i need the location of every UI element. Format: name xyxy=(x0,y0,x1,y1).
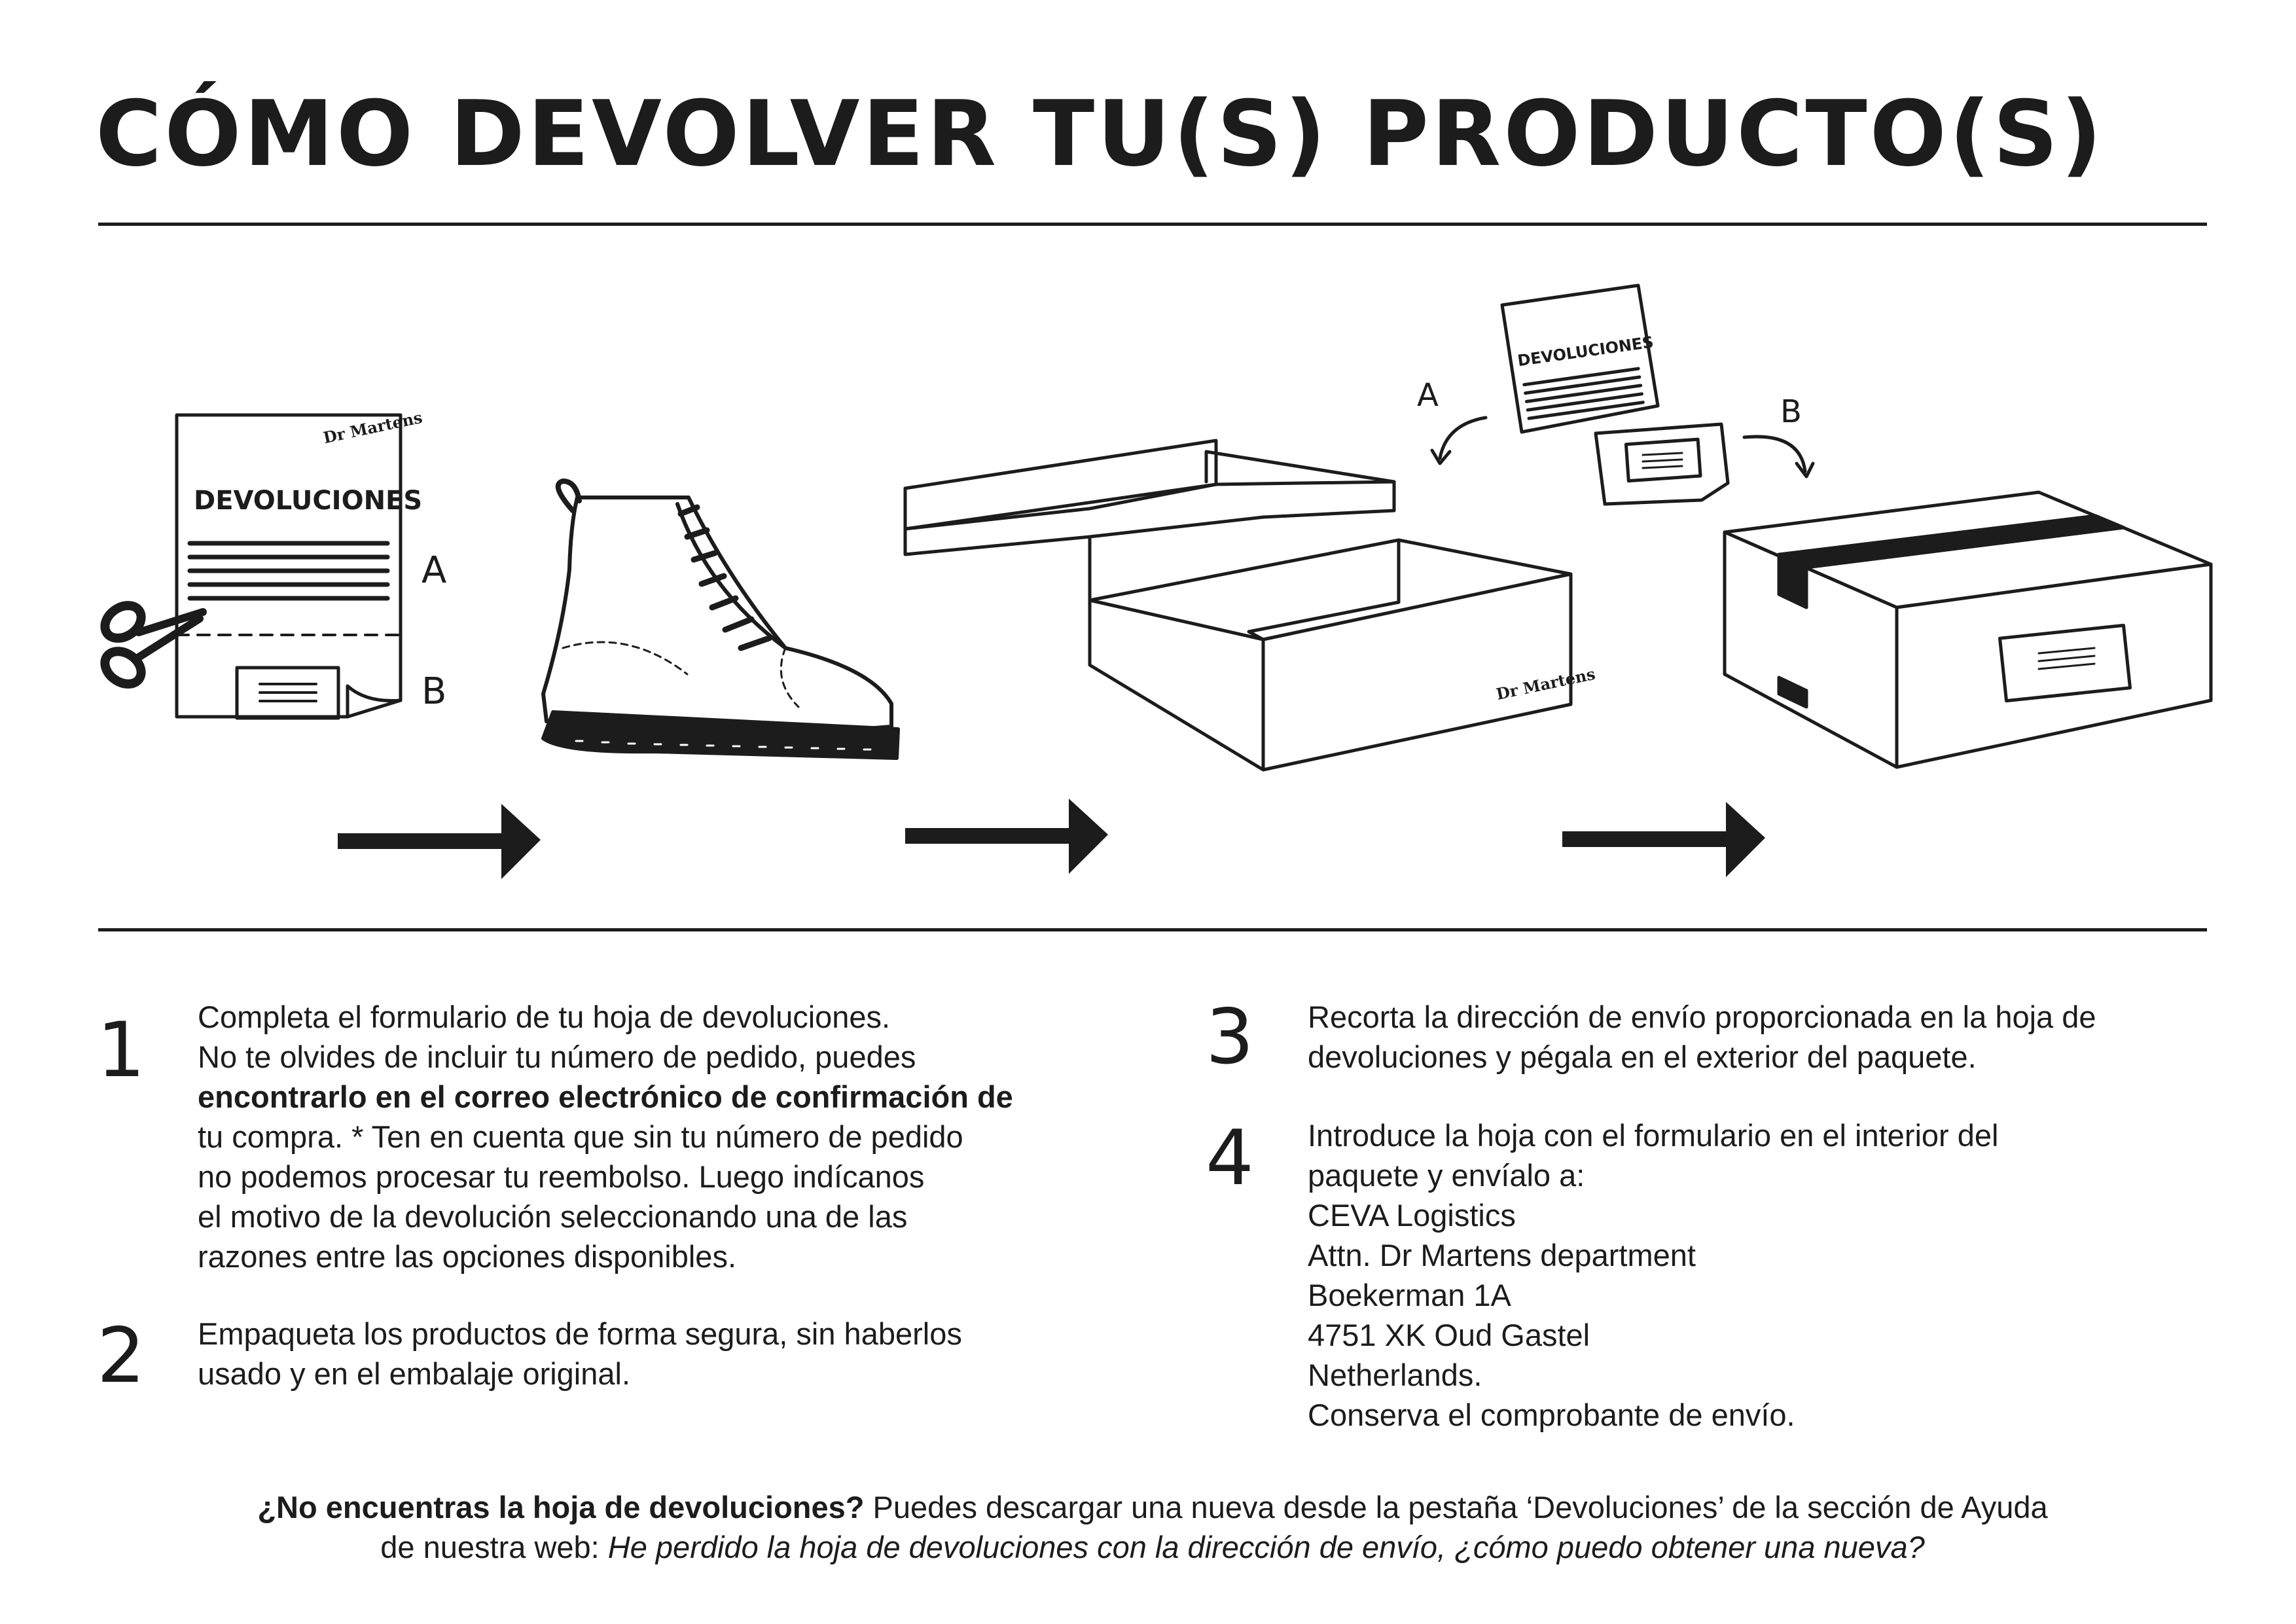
text-line: Boekerman 1A xyxy=(1308,1278,1511,1312)
text-line: CEVA Logistics xyxy=(1308,1198,1516,1233)
footer-note xyxy=(98,1487,2207,1567)
arrow-right-icon xyxy=(338,804,541,879)
text-line: usado y en el embalaje original. xyxy=(198,1356,631,1391)
boot-illustration xyxy=(543,481,898,758)
step-2-number: 2 xyxy=(97,1312,145,1400)
text-line: paquete y envíalo a: xyxy=(1308,1158,1585,1193)
text-line: Conserva el comprobante de envío. xyxy=(1308,1398,1795,1432)
step-4-text xyxy=(1308,1115,1998,1435)
step-1-text xyxy=(198,997,1013,1276)
text-line-bold: encontrarlo en el correo electrónico de confirmación de xyxy=(198,1079,1013,1114)
form-heading: DEVOLUCIONES xyxy=(194,486,423,516)
text-line: Attn. Dr Martens department xyxy=(1308,1238,1696,1272)
text-line: razones entre las opciones disponibles. xyxy=(198,1239,737,1274)
box-brand-logo: Dr Martens xyxy=(1494,664,1597,704)
text-line: el motivo de la devolución seleccionando una de las xyxy=(198,1199,908,1234)
help-link-text: He perdido la hoja de devoluciones con la dirección de envío, ¿cómo puedo obtener una nueva? xyxy=(607,1530,1925,1564)
arrow-right-icon xyxy=(1562,802,1765,877)
text-line: Empaqueta los productos de forma segura, sin haberlos xyxy=(198,1316,962,1351)
middle-divider xyxy=(98,928,2207,931)
return-steps-illustration xyxy=(0,229,2296,923)
open-box-illustration xyxy=(905,441,1597,770)
label-b: B xyxy=(422,670,447,713)
returns-form-illustration xyxy=(99,408,447,718)
text-line: Introduce la hoja con el formulario en el interior del xyxy=(1308,1118,1999,1153)
label-a: A xyxy=(422,549,447,592)
small-form-heading: DEVOLUCIONES xyxy=(1516,333,1655,370)
footer-line-1: Puedes descargar una nueva desde la pestaña ‘Devoluciones’ de la sección de Ayuda xyxy=(864,1490,2048,1525)
step-3-number: 3 xyxy=(1206,993,1254,1081)
text-line: Completa el formulario de tu hoja de devoluciones. xyxy=(198,1000,891,1034)
curved-arrow-a-icon xyxy=(1440,418,1486,458)
text-line: Netherlands. xyxy=(1308,1358,1482,1392)
step-4-number: 4 xyxy=(1206,1114,1254,1202)
footer-line-2: de nuestra web: xyxy=(380,1530,608,1564)
form-and-label-illustration xyxy=(1417,285,1813,504)
text-line: tu compra. * Ten en cuenta que sin tu número de pedido xyxy=(198,1119,963,1154)
page-title: CÓMO DEVOLVER TU(S) PRODUCTO(S) xyxy=(96,81,2105,187)
curved-arrow-b-icon xyxy=(1744,437,1805,471)
small-label-b: B xyxy=(1780,393,1802,430)
text-line: Recorta la dirección de envío proporcionada en la hoja de xyxy=(1308,1000,2096,1034)
text-line: No te olvides de incluir tu número de pedido, puedes xyxy=(198,1039,916,1074)
step-3-text xyxy=(1308,997,2096,1077)
arrow-right-icon xyxy=(905,799,1108,874)
top-divider xyxy=(98,223,2207,226)
step-2-text xyxy=(198,1314,962,1394)
brand-logo: Dr Martens xyxy=(321,407,424,448)
footer-question: ¿No encuentras la hoja de devoluciones? xyxy=(257,1490,865,1525)
text-line: no podemos procesar tu reembolso. Luego indícanos xyxy=(198,1159,925,1194)
step-1-number: 1 xyxy=(97,1006,145,1094)
small-label-a: A xyxy=(1417,377,1439,414)
text-line: 4751 XK Oud Gastel xyxy=(1308,1318,1590,1352)
text-line: devoluciones y pégala en el exterior del paquete. xyxy=(1308,1039,1977,1074)
sealed-box-illustration xyxy=(1725,492,2211,767)
